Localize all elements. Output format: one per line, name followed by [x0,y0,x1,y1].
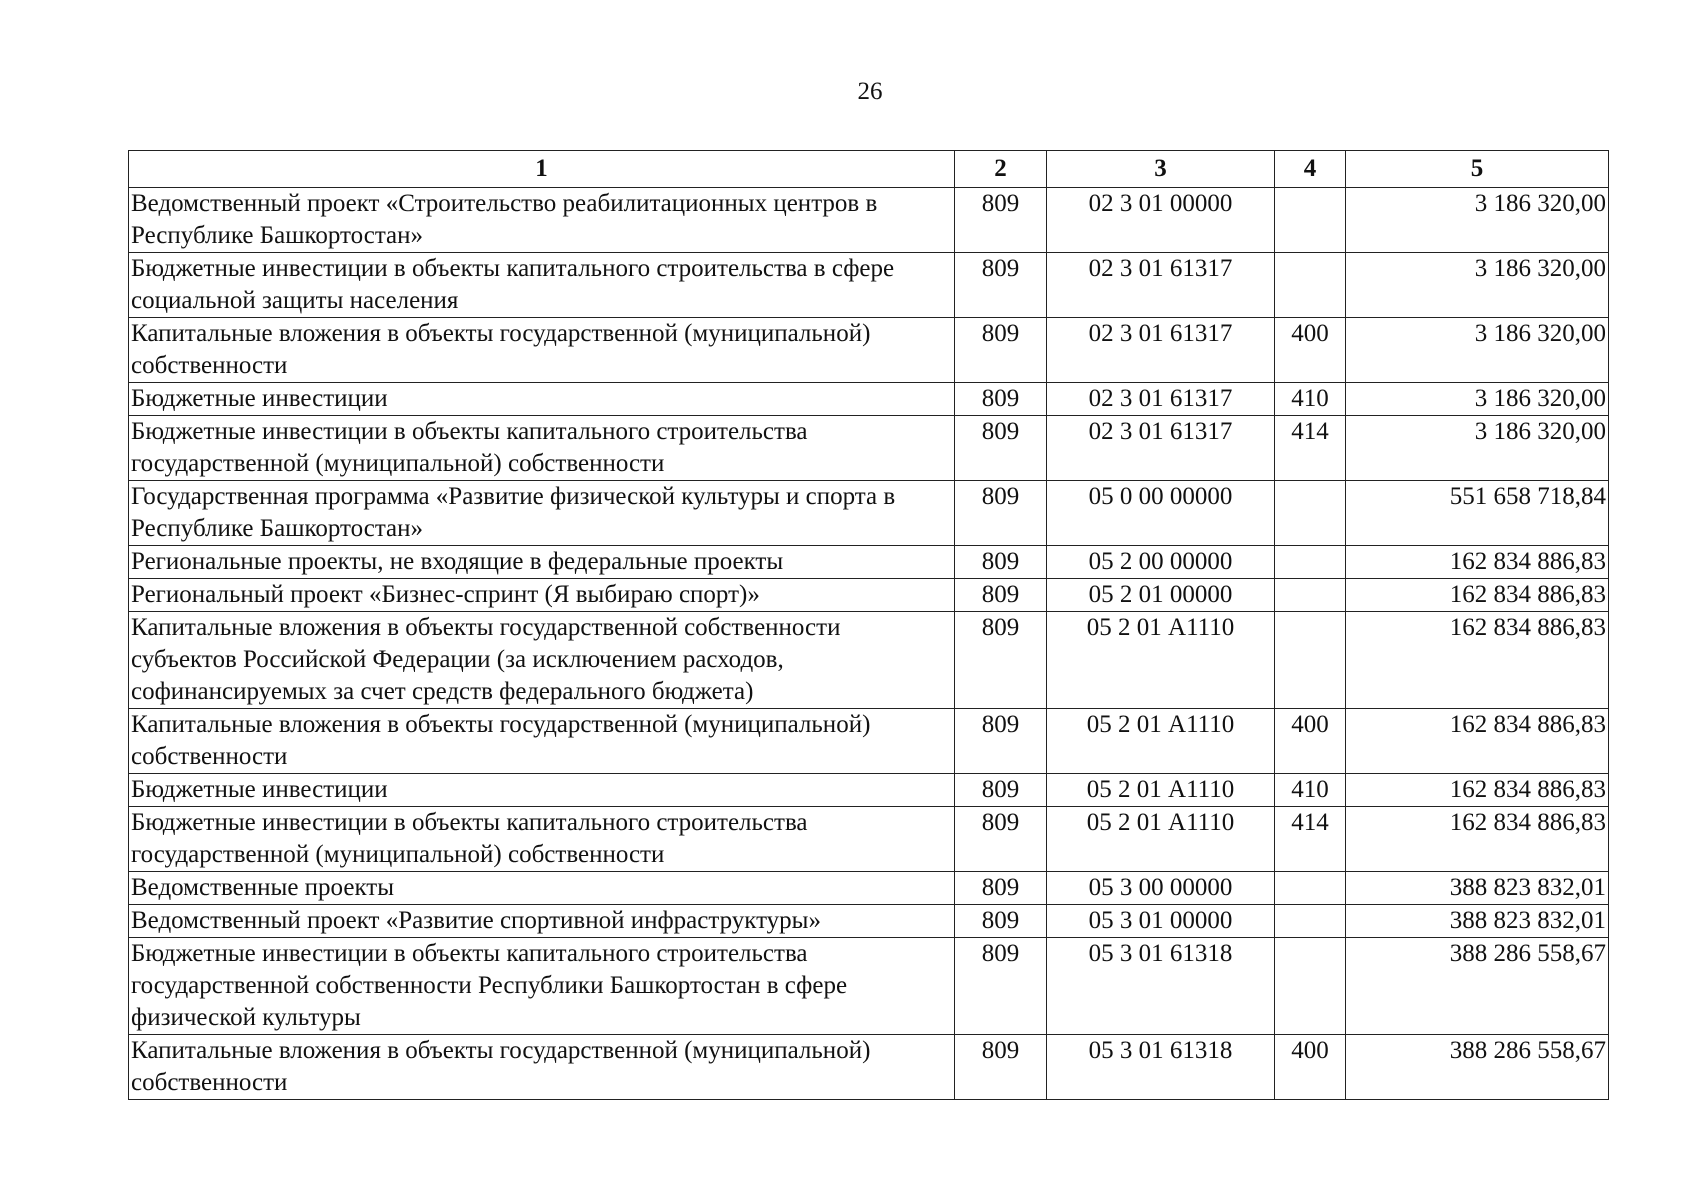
row-name: Государственная программа «Развитие физической культуры и спорта в Республике Башкортостан» [129,481,955,546]
table-row [129,774,1609,807]
row-expense-type [1275,872,1346,905]
row-name: Бюджетные инвестиции в объекты капитального строительства государственной собственности Республики Башкортостан в сфере физической культуры [129,938,955,1035]
row-name: Капитальные вложения в объекты государственной (муниципальной) собственности [129,318,955,383]
table-row [129,709,1609,774]
row-target-code: 05 3 01 00000 [1047,905,1275,938]
row-expense-type [1275,905,1346,938]
row-name: Бюджетные инвестиции в объекты капитального строительства государственной (муниципальной) собственности [129,807,955,872]
row-department-code: 809 [955,612,1047,709]
row-target-code: 05 2 01 А1110 [1047,612,1275,709]
table-row [129,383,1609,416]
row-expense-type: 414 [1275,807,1346,872]
row-department-code: 809 [955,774,1047,807]
row-name: Капитальные вложения в объекты государственной собственности субъектов Российской Федерации (за исключением расходов, софинансируемых за счет средств федерального бюджета) [129,612,955,709]
row-amount: 3 186 320,00 [1346,416,1609,481]
row-expense-type [1275,579,1346,612]
table-row [129,905,1609,938]
row-target-code: 05 3 00 00000 [1047,872,1275,905]
row-department-code: 809 [955,188,1047,253]
row-department-code: 809 [955,481,1047,546]
row-amount: 388 286 558,67 [1346,938,1609,1035]
row-name: Капитальные вложения в объекты государственной (муниципальной) собственности [129,1035,955,1100]
header-col-3: 3 [1047,151,1275,188]
row-department-code: 809 [955,416,1047,481]
table-row [129,1035,1609,1100]
table-row [129,253,1609,318]
row-amount: 3 186 320,00 [1346,383,1609,416]
row-expense-type: 400 [1275,1035,1346,1100]
table-row [129,546,1609,579]
row-department-code: 809 [955,318,1047,383]
page-number: 26 [857,78,883,105]
row-target-code: 05 2 00 00000 [1047,546,1275,579]
row-amount: 3 186 320,00 [1346,253,1609,318]
row-name: Региональный проект «Бизнес-спринт (Я выбираю спорт)» [129,579,955,612]
row-expense-type [1275,481,1346,546]
table-header-row [129,151,1609,188]
row-department-code: 809 [955,905,1047,938]
row-name: Ведомственный проект «Развитие спортивной инфраструктуры» [129,905,955,938]
row-amount: 162 834 886,83 [1346,709,1609,774]
row-name: Капитальные вложения в объекты государственной (муниципальной) собственности [129,709,955,774]
row-target-code: 05 2 01 А1110 [1047,807,1275,872]
row-department-code: 809 [955,938,1047,1035]
row-name: Бюджетные инвестиции [129,774,955,807]
row-name: Ведомственный проект «Строительство реабилитационных центров в Республике Башкортостан» [129,188,955,253]
table-row [129,612,1609,709]
row-amount: 388 823 832,01 [1346,872,1609,905]
row-target-code: 02 3 01 00000 [1047,188,1275,253]
row-target-code: 05 2 01 А1110 [1047,774,1275,807]
row-department-code: 809 [955,872,1047,905]
row-expense-type [1275,188,1346,253]
row-expense-type [1275,612,1346,709]
table-row [129,579,1609,612]
row-amount: 551 658 718,84 [1346,481,1609,546]
row-target-code: 02 3 01 61317 [1047,253,1275,318]
row-expense-type [1275,938,1346,1035]
table-row [129,807,1609,872]
row-name: Ведомственные проекты [129,872,955,905]
row-expense-type: 410 [1275,774,1346,807]
table-row [129,188,1609,253]
row-amount: 162 834 886,83 [1346,807,1609,872]
header-col-5: 5 [1346,151,1609,188]
row-amount: 3 186 320,00 [1346,318,1609,383]
table-row [129,938,1609,1035]
row-expense-type [1275,546,1346,579]
row-target-code: 05 0 00 00000 [1047,481,1275,546]
row-amount: 388 286 558,67 [1346,1035,1609,1100]
table-row [129,416,1609,481]
table-row [129,318,1609,383]
row-target-code: 02 3 01 61317 [1047,383,1275,416]
row-name: Региональные проекты, не входящие в федеральные проекты [129,546,955,579]
row-target-code: 02 3 01 61317 [1047,416,1275,481]
header-col-1: 1 [129,151,955,188]
row-expense-type: 400 [1275,318,1346,383]
row-target-code: 05 2 01 00000 [1047,579,1275,612]
budget-table [128,150,1609,1100]
row-amount: 162 834 886,83 [1346,774,1609,807]
row-target-code: 05 3 01 61318 [1047,938,1275,1035]
row-expense-type: 400 [1275,709,1346,774]
row-target-code: 02 3 01 61317 [1047,318,1275,383]
row-amount: 162 834 886,83 [1346,546,1609,579]
row-target-code: 05 3 01 61318 [1047,1035,1275,1100]
row-department-code: 809 [955,546,1047,579]
row-amount: 162 834 886,83 [1346,612,1609,709]
row-department-code: 809 [955,383,1047,416]
row-amount: 388 823 832,01 [1346,905,1609,938]
row-name: Бюджетные инвестиции в объекты капитального строительства государственной (муниципальной) собственности [129,416,955,481]
row-expense-type: 414 [1275,416,1346,481]
row-name: Бюджетные инвестиции в объекты капитального строительства в сфере социальной защиты населения [129,253,955,318]
row-department-code: 809 [955,579,1047,612]
row-expense-type: 410 [1275,383,1346,416]
row-amount: 162 834 886,83 [1346,579,1609,612]
row-name: Бюджетные инвестиции [129,383,955,416]
row-target-code: 05 2 01 А1110 [1047,709,1275,774]
row-expense-type [1275,253,1346,318]
row-department-code: 809 [955,709,1047,774]
row-department-code: 809 [955,253,1047,318]
table-row [129,872,1609,905]
header-col-4: 4 [1275,151,1346,188]
row-department-code: 809 [955,1035,1047,1100]
row-department-code: 809 [955,807,1047,872]
row-amount: 3 186 320,00 [1346,188,1609,253]
header-col-2: 2 [955,151,1047,188]
table-row [129,481,1609,546]
